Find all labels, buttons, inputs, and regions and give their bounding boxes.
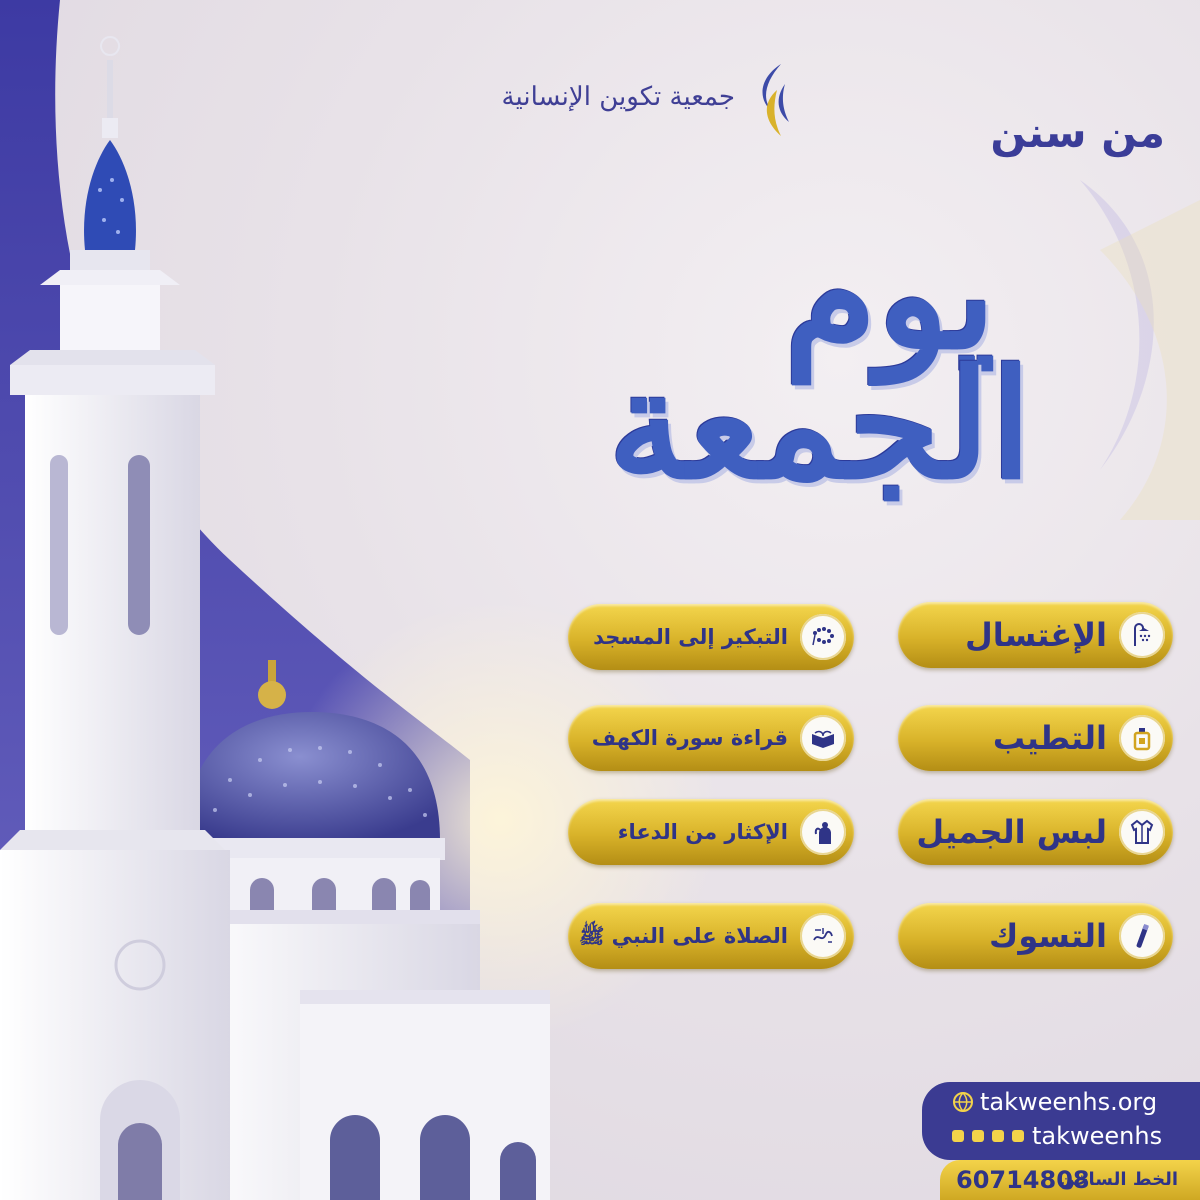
logo-text: جمعية تكوين الإنسانية (501, 82, 735, 112)
miswak-icon (1119, 913, 1165, 959)
sunnah-item-miswak (898, 903, 1173, 969)
shower-icon (1119, 612, 1165, 658)
sunnah-label: لبس الجميل (916, 813, 1107, 851)
logo-mark-icon (751, 60, 795, 140)
hotline-label: الخط الساخن (1059, 1169, 1178, 1190)
sunnah-label: التسوك (989, 917, 1107, 955)
hotline-bar (940, 1160, 1200, 1200)
sunnah-item-ghusl (898, 602, 1173, 668)
sunnah-item-early-to-mosque (568, 604, 854, 670)
sunnah-item-dua (568, 799, 854, 865)
globe-icon (952, 1091, 974, 1113)
subtitle: من سنن (990, 108, 1165, 157)
website-link[interactable]: takweenhs.org (980, 1088, 1158, 1116)
prayer-beads-icon (800, 614, 846, 660)
sunnah-label: التطيب (992, 719, 1107, 757)
footer-contact-panel (922, 1082, 1200, 1160)
sunnah-item-perfume (898, 705, 1173, 771)
sunnah-item-kahf (568, 705, 854, 771)
social-handle[interactable]: takweenhs (1032, 1122, 1163, 1150)
sunnah-label: الصلاة على النبي ﷺ (578, 924, 788, 948)
shirt-icon (1119, 809, 1165, 855)
sunnah-item-clothes (898, 799, 1173, 865)
quran-icon (800, 715, 846, 761)
praying-person-icon (800, 809, 846, 855)
calligraphy-title (520, 190, 1120, 530)
x-icon[interactable] (1012, 1130, 1024, 1142)
sunnah-label: الإغتسال (964, 616, 1107, 654)
social-row (952, 1122, 1162, 1150)
sunnah-label: الإكثار من الدعاء (617, 820, 788, 844)
facebook-icon[interactable] (952, 1130, 964, 1142)
sunnah-label: قراءة سورة الكهف (591, 726, 788, 750)
association-logo (501, 60, 795, 140)
sunnah-label: التبكير إلى المسجد (593, 625, 788, 649)
title-line-2: الجمعة (608, 337, 1032, 513)
salawat-calligraphy-icon (800, 913, 846, 959)
snapchat-icon[interactable] (972, 1130, 984, 1142)
title-line-1: يوم (783, 207, 997, 383)
sunnah-item-salawat (568, 903, 854, 969)
hotline-number[interactable]: 60714808 (956, 1166, 1090, 1194)
instagram-icon[interactable] (992, 1130, 1004, 1142)
perfume-bottle-icon (1119, 715, 1165, 761)
website-row[interactable] (952, 1088, 1157, 1116)
